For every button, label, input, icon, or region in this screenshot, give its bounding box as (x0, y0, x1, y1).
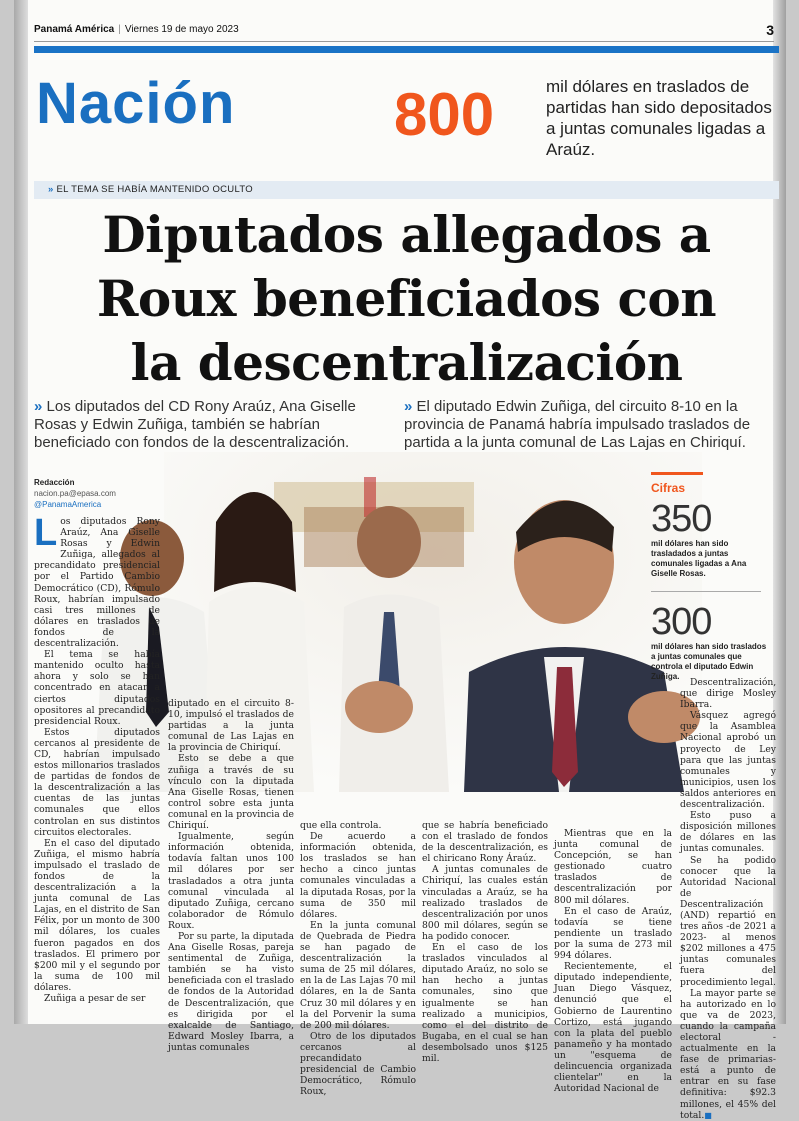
paragraph: Se ha podido conocer que la Autoridad Nacional de Descentralización (AND) repartió en tres años -de 2021 a 2023- al menos $202 millones a 475 juntas comunales fuera del procedimiento legal. (680, 854, 776, 988)
paragraph: En el caso de los traslados vinculados al diputado Araúz, no solo se han hecho a juntas comunales, sino que igualmente se han realizado a municipios, como el del distrito de Bugaba, en el cual se han desembolsado unos $125 mil. (422, 942, 548, 1064)
paragraph: El tema se había mantenido oculto hasta ahora y solo se han concentrado en atacar a ciertos diputados opositores al precandidato presidencial Roux. (34, 649, 160, 727)
paragraph: Mientras que en la junta comunal de Concepción, se han gestionado cuatro traslados de descentralización por 800 mil dólares. (554, 828, 672, 906)
deck-left (34, 398, 392, 452)
header-divider (34, 41, 774, 42)
deck-right-text: El diputado Edwin Zuñiga, del circuito 8-10 en la provincia de Panamá habría impulsado traslados de partida a la junta comunal de Las Lajas en Chiriquí. (404, 398, 751, 451)
kicker (34, 181, 779, 199)
byline-twitter: @PanamaAmerica (34, 500, 102, 509)
article-column-2 (168, 698, 294, 1053)
cifras-number: 300 (651, 601, 712, 643)
paragraph: A juntas comunales de Chiriquí, las cuales están vinculadas a Araúz, se ha realizado traslados de descentralización por unos 800 mil dólares, según se ha podido conocer. (422, 864, 548, 942)
article-column-6 (680, 677, 776, 1121)
deck-right (404, 398, 774, 452)
headline (34, 203, 779, 395)
section-color-bar (34, 46, 779, 53)
section-title: Nación (36, 71, 236, 136)
cifras-label: mil dólares han sido trasladados a juntas comunales ligadas a Ana Giselle Rosas. (651, 539, 747, 578)
paragraph: Estos diputados cercanos al presidente de CD, habrían impulsado estos millonarios traslados de partidas de fondos de la descentralización a las cuentas de las juntas comunales que ellos controlan en sus distintos circuitos electorales. (34, 726, 160, 838)
paragraph: Por su parte, la diputada Ana Giselle Rosas, pareja sentimental de Zuñiga, también se ha visto beneficiada con el traslado de fondos de la Autoridad de Descentralización, que es dirigida por el exalcalde de Santiago, Edward Mosley Ibarra, a juntas comunales (168, 930, 294, 1053)
kicker-text: EL TEMA SE HABÍA MANTENIDO OCULTO (56, 184, 253, 195)
paragraph: Recientemente, el diputado independiente, Juan Diego Vásquez, denunció que el Gobierno de Laurentino Cortizo, está jugando con la plata del pueblo panameño y ha montado un "esquema de delincuencia organizada clientelar" en la Autoridad Nacional de (554, 961, 672, 1095)
article-column-1 (34, 512, 160, 1005)
cifras-title: Cifras (651, 481, 686, 495)
brand-name: Panamá América (34, 24, 115, 35)
byline-email: nacion.pa@epasa.com (34, 489, 116, 498)
page-header: Panamá América | Viernes 19 de mayo 2023 3 (34, 22, 774, 38)
paragraph: diputado en el circuito 8-10, impulsó el traslados de partidas a la junta comunal de Las Lajas en la provincia de Chiriquí. (168, 698, 294, 754)
cifras-divider (651, 591, 761, 592)
deck-left-text: Los diputados del CD Rony Araúz, Ana Giselle Rosas y Edwin Zuñiga, también se habrían beneficiado con fondos de la descentralización. (34, 398, 356, 451)
headline-line-2: Roux beneficiados con (96, 269, 717, 328)
newspaper-page (14, 0, 786, 1121)
end-mark-icon: ■ (704, 1109, 712, 1120)
paragraph: De acuerdo a información obtenida, los traslados se han hecho a cinco juntas comunales vinculadas a la diputada Rosas, por la suma de 350 mil dólares. (300, 831, 416, 920)
article-column-4 (422, 820, 548, 1064)
page-left-shadow (14, 0, 28, 1024)
cifras-number: 350 (651, 498, 712, 540)
paragraph: Zuñiga a pesar de ser (44, 993, 146, 1005)
paragraph: Vásquez agregó que la Asamblea Nacional aprobó un proyecto de Ley para que las juntas comunales y municipios, usen los saldos anteriores en descentralización. (680, 710, 776, 811)
issue-date: Viernes 19 de mayo 2023 (124, 24, 239, 35)
paragraph: Esto se debe a que zuñiga a través de su vínculo con la diputada Ana Giselle Rosas, tienen control sobre esta junta comunal en la provincia de Chiriquí. (168, 753, 294, 832)
arrow-icon: » (48, 184, 54, 195)
headline-line-1: Diputados allegados a (102, 205, 711, 264)
paragraph: Igualmente, según información obtenida, todavía faltan unos 100 mil dólares por ser trasladados a otra junta comunal vinculada al diputado Zuñiga, cercano colaborador de Rómulo Roux. (168, 831, 294, 931)
paragraph: que ella controla. (300, 820, 382, 831)
paragraph: En la junta comunal de Quebrada de Piedra se han pagado de descentralización la suma de 25 mil dólares, en la de Las Lajas 70 mil dólares, en la de Santa Cruz 30 mil dólares y en la del Porvenir la suma de 200 mil dólares. (300, 919, 416, 1031)
paragraph: Descentralización, que dirige Mosley Ibarra. (680, 677, 777, 711)
article-column-3 (300, 820, 416, 1097)
byline-author: Redacción (34, 478, 75, 487)
headline-line-3: la descentralización (130, 333, 683, 392)
paragraph: En el caso de Araúz, todavía se tiene pendiente un traslado por la suma de 273 mil 994 dólares. (554, 905, 672, 962)
paragraph: La mayor parte se ha autorizado en lo que va de 2023, cuando la campaña electoral -actualmente en la fase de primarias- está a punto de entrar en su fase definitiva: $92.3 millones, el 45% del total. (680, 987, 776, 1121)
cifras-sidebar (651, 472, 771, 694)
paragraph: os diputados Rony Araúz, Ana Giselle Rosas y Edwin Zuñiga, allegados al precandidato presidencial por el Partido Cambio Democrático (CD), Rómulo Roux, habrían impulsado casi tres millones de dólares en traslados de fondos de la descentralización. (34, 516, 160, 650)
paragraph: Otro de los diputados cercanos al precandidato presidencial de Cambio Democrático, Rómulo Roux, (300, 1030, 416, 1098)
paragraph: Esto puso a disposición millones de dólares en las juntas comunales. (680, 810, 776, 855)
highlight-number: 800 (394, 81, 495, 148)
dropcap: L (34, 512, 58, 554)
article-column-5 (554, 828, 672, 1094)
cifras-label: mil dólares han sido traslados a juntas comunales que controla el diputado Edwin Zuñiga. (651, 642, 767, 681)
page-number: 3 (766, 22, 774, 38)
byline (34, 477, 116, 510)
highlight-text: mil dólares en traslados de partidas han sido depositados a juntas comunales ligadas a Araúz. (546, 77, 772, 159)
cifras-accent-bar (651, 472, 703, 475)
arrow-icon: » (34, 398, 47, 415)
paragraph: que se habría beneficiado con el traslado de fondos de la descentralización, es el chiricano Rony Áraúz. (422, 820, 548, 865)
arrow-icon: » (404, 398, 417, 415)
paragraph: En el caso del diputado Zuñiga, el mismo habría impulsado el traslado de fondos de la descentralización a la junta comunal de Las Lajas, en el distrito de San Félix, por un monto de 300 mil dólares, los cuales fueron pagados en dos traslados. El primero por $200 mil y el segundo por la suma de 100 mil dólares. (34, 837, 160, 993)
